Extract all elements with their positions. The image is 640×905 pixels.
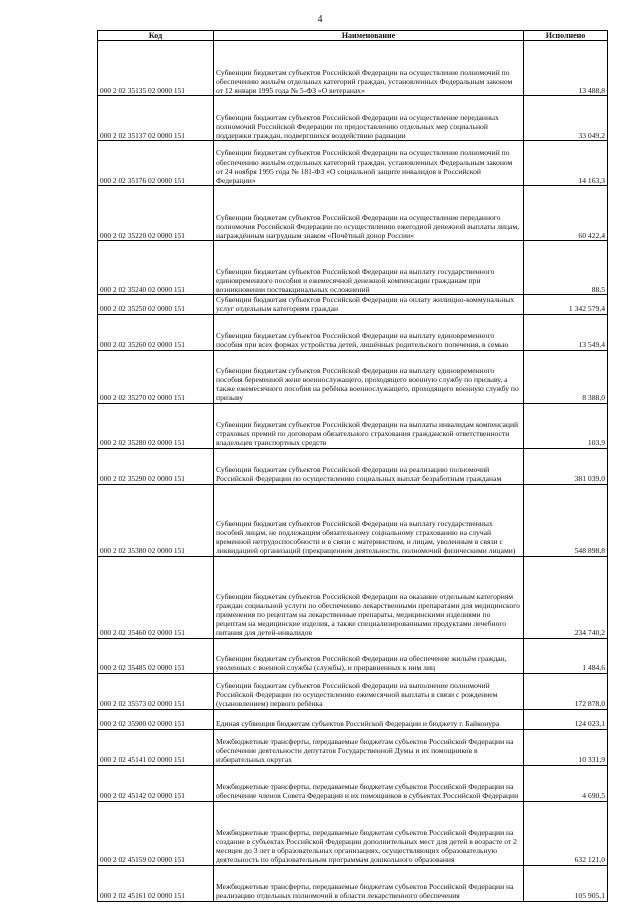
row-code: 000 2 02 45141 02 0000 151 [98,729,214,765]
row-name: Субвенции бюджетам субъектов Российской Федерации на оказание отдельным категориям граждан социальной услуги по обеспечению лекарственными препаратами для медицинского применения по рецептам на лекарственные препараты, медицинскими изделиями по рецептам на медицинские изделия, а также специализированными продуктами лечебного питания для детей-инвалидов [214,556,524,638]
table-row [98,484,608,556]
row-value: 10 331,9 [524,729,608,765]
row-value: 632 121,0 [524,801,608,865]
table-row [98,448,608,484]
row-value: 172 878,0 [524,673,608,709]
row-value: 13 549,4 [524,314,608,350]
table-row [98,295,608,314]
row-code: 000 2 02 35573 02 0000 151 [98,673,214,709]
table-row [98,801,608,865]
row-code: 000 2 02 35250 02 0000 151 [98,295,214,314]
row-code: 000 2 02 35240 02 0000 151 [98,241,214,295]
page-number: 4 [317,14,323,25]
row-code: 000 2 02 45159 02 0000 151 [98,801,214,865]
row-value: 13 488,8 [524,41,608,96]
row-code: 000 2 02 35260 02 0000 151 [98,314,214,350]
row-name: Субвенции бюджетам субъектов Российской Федерации на выплату единовременного пособия при всех формах устройства детей, лишённых родительского попечения, в семью [214,314,524,350]
row-name: Субвенции бюджетам субъектов Российской Федерации на осуществление переданных полномочий Российской Федерации по предоставлению отдельных мер социальной поддержки граждан, подвергшихся воздействию радиации [214,96,524,141]
row-name: Субвенции бюджетам субъектов Российской Федерации на осуществление полномочий по обеспечению жильём отдельных категорий граждан, установленных Федеральным законом от 12 января 1995 года № 5-ФЗ «О ветеранах» [214,41,524,96]
table-row [98,241,608,295]
table-row [98,556,608,638]
row-name: Субвенции бюджетам субъектов Российской Федерации на реализацию полномочий Российской Федерации по осуществлению социальных выплат безработным гражданам [214,448,524,484]
row-value: 124 023,1 [524,709,608,729]
row-code: 000 2 02 35380 02 0000 151 [98,484,214,556]
row-code: 000 2 02 45161 02 0000 151 [98,865,214,901]
row-name: Межбюджетные трансферты, передаваемые бюджетам субъектов Российской Федерации на реализацию отдельных полномочий в области лекарственного обеспечения [214,865,524,901]
row-value: 548 898,8 [524,484,608,556]
table-header-row [98,31,608,41]
header-code: Код [98,31,214,41]
row-name: Субвенции бюджетам субъектов Российской Федерации на выплату государственных пособий лицам, не подлежащим обязательному социальному страхованию на случай временной нетрудоспособности и в связи с материнством, и лицам, уволенным в связи с ликвидацией организаций (прекращением деятельности, полномочий физическими лицами) [214,484,524,556]
row-value: 105 905,1 [524,865,608,901]
table-row [98,41,608,96]
row-code: 000 2 02 45142 02 0000 151 [98,765,214,801]
table-row [98,638,608,673]
row-name: Межбюджетные трансферты, передаваемые бюджетам субъектов Российской Федерации на создание в субъектах Российской Федерации дополнительных мест для детей в возрасте от 2 месяцев до 3 лет в образовательных организациях, осуществляющих образовательную деятельность по образовательным программам дошкольного образования [214,801,524,865]
budget-table [97,30,608,902]
row-value: 14 163,3 [524,141,608,186]
row-code: 000 2 02 35900 02 0000 151 [98,709,214,729]
row-name: Субвенции бюджетам субъектов Российской Федерации на выполнение полномочий Российской Федерации по осуществлению ежемесячной выплаты в связи с рождением (усыновлением) первого ребёнка [214,673,524,709]
row-value: 88,5 [524,241,608,295]
row-name: Субвенции бюджетам субъектов Российской Федерации на осуществление полномочий по обеспечению жильём отдельных категорий граждан, установленных Федеральным законом от 24 ноября 1995 года № 181-ФЗ «О социальной защите инвалидов в Российской Федерации» [214,141,524,186]
row-value: 1 342 579,4 [524,295,608,314]
row-code: 000 2 02 35135 02 0000 151 [98,41,214,96]
row-value: 8 388,0 [524,350,608,403]
row-value: 1 484,6 [524,638,608,673]
row-code: 000 2 02 35485 02 0000 151 [98,638,214,673]
table-row [98,141,608,186]
table-row [98,96,608,141]
row-code: 000 2 02 35460 02 0000 151 [98,556,214,638]
row-code: 000 2 02 35176 02 0000 151 [98,141,214,186]
table-row [98,673,608,709]
row-value: 381 039,0 [524,448,608,484]
row-code: 000 2 02 35280 02 0000 151 [98,403,214,448]
row-name: Межбюджетные трансферты, передаваемые бюджетам субъектов Российской Федерации на обеспечение членов Совета Федерации и их помощников в субъектах Российской Федерации [214,765,524,801]
table-row [98,709,608,729]
row-code: 000 2 02 35270 02 0000 151 [98,350,214,403]
table-row [98,403,608,448]
header-name: Наименование [214,31,524,41]
row-code: 000 2 02 35220 02 0000 151 [98,186,214,241]
row-name: Субвенции бюджетам субъектов Российской Федерации на выплату единовременного пособия беременной жене военнослужащего, проходящего военную службу по призыву, а также ежемесячного пособия на ребёнка военнослужащего, проходящего военную службу по призыву [214,350,524,403]
row-code: 000 2 02 35137 02 0000 151 [98,96,214,141]
row-name: Субвенции бюджетам субъектов Российской Федерации на осуществление переданного полномочия Российской Федерации по осуществлению ежегодной денежной выплаты лицам, награждённым нагрудным знаком «Почётный донор России» [214,186,524,241]
table-row [98,350,608,403]
row-name: Субвенции бюджетам субъектов Российской Федерации на обеспечение жильём граждан, уволенных с военной службы (службы), и приравненных к ним лиц [214,638,524,673]
row-code: 000 2 02 35290 02 0000 151 [98,448,214,484]
table-row [98,186,608,241]
table-row [98,765,608,801]
row-value: 33 049,2 [524,96,608,141]
row-name: Субвенции бюджетам субъектов Российской Федерации на выплату государственного единовременного пособия и ежемесячной денежной компенсации гражданам при возникновении поствакцинальных осложнений [214,241,524,295]
table-row [98,314,608,350]
row-value: 234 740,2 [524,556,608,638]
row-name: Межбюджетные трансферты, передаваемые бюджетам субъектов Российской Федерации на обеспечение деятельности депутатов Государственной Думы и их помощников в избирательных округах [214,729,524,765]
header-value: Исполнено [524,31,608,41]
table-row [98,865,608,901]
row-value: 103,9 [524,403,608,448]
table-row [98,729,608,765]
row-name: Субвенции бюджетам субъектов Российской Федерации на оплату жилищно-коммунальных услуг отдельным категориям граждан [214,295,524,314]
row-name: Единая субвенция бюджетам субъектов Российской Федерации и бюджету г. Байконура [214,709,524,729]
row-value: 4 690,5 [524,765,608,801]
row-value: 60 422,4 [524,186,608,241]
row-name: Субвенции бюджетам субъектов Российской Федерации на выплаты инвалидам компенсаций страховых премий по договорам обязательного страхования гражданской ответственности владельцев транспортных средств [214,403,524,448]
